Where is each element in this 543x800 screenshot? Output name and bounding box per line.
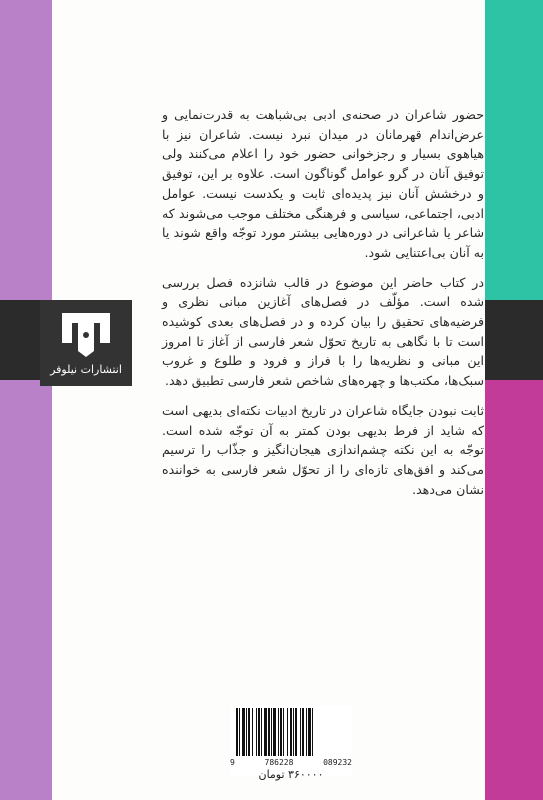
publisher-badge	[40, 300, 132, 386]
barcode-bar	[271, 708, 272, 756]
barcode-digits	[230, 758, 352, 767]
barcode-bar	[258, 708, 260, 756]
barcode-bar	[295, 708, 297, 756]
barcode-bar	[256, 708, 257, 756]
barcode-bar	[273, 708, 276, 756]
barcode-bar	[293, 708, 294, 756]
barcode-bar	[236, 708, 238, 756]
barcode-bar	[239, 708, 240, 756]
blurb-paragraph-2: در کتاب حاضر این موضوع در قالب شانزده فصل بررسی شده است. مؤلّف در فصل‌های آغازین مبانی نظری و فرضیه‌های تحقیق را بیان کرده و در فصل‌های بعدی کوشیده است تا با نگاهی به تاریخ تحوّل شعر فارسی از آغاز تا امروز این مبانی و نظریه‌ها را با فراز و فرود و طلوع و غروب سبک‌ها، مکتب‌ها و چهره‌های شاخص شعر فارسی تطبیق دهد.	[162, 274, 484, 389]
barcode-digit-group-3: 089232	[323, 758, 352, 767]
barcode-bar	[287, 708, 288, 756]
publisher-name: انتشارات نیلوفر	[50, 362, 122, 376]
barcode-bar	[306, 708, 307, 756]
price-label: ۳۶۰۰۰۰ تومان	[258, 768, 324, 781]
barcode-bar	[248, 708, 250, 756]
barcode-bar	[261, 708, 262, 756]
barcode-bar	[246, 708, 247, 756]
blurb-text	[162, 105, 484, 509]
barcode-bar	[302, 708, 304, 756]
barcode-bar	[268, 708, 270, 756]
barcode-digit-group-1: 9	[230, 758, 235, 767]
barcode-bar	[242, 708, 245, 756]
barcode-bar	[280, 708, 282, 756]
barcode	[234, 708, 348, 756]
left-color-band	[0, 0, 52, 800]
publisher-logo-icon	[58, 311, 114, 359]
blurb-paragraph-3: ثابت نبودن جایگاه شاعران در تاریخ ادبیات نکته‌ای بدیهی است که شاید از فرط بدیهی بودن کمتر به آن توجّه شده است. توجّه به این نکته چشم‌اندازی هیجان‌انگیز و جذّاب را ترسیم می‌کند و افق‌های تازه‌ای را از تحوّل شعر فارسی به خواننده نشان می‌دهد.	[162, 402, 484, 497]
barcode-bar	[312, 708, 313, 756]
right-dark-strip	[485, 300, 543, 380]
barcode-bar	[283, 708, 284, 756]
barcode-bar	[252, 708, 253, 756]
blurb-paragraph-1: حضور شاعران در صحنه‌ی ادبی بی‌شباهت به قدرت‌نمایی و عرض‌اندام قهرمانان در میدان نبرد نیست. شاعران نیز با هیاهوی بسیار و رجزخوانی حضور خود را اعلام می‌کنند ولی توفیق آنان در گرو عوامل گوناگون است. علاوه بر این، توفیق و درخشش آنان نیز پدیده‌ای ثابت و یکدست نیست. عوامل ادبی، اجتماعی، سیاسی و فرهنگی مختلف موجب می‌شوند که شاعر یا شاعرانی در دوره‌هایی بیشتر مورد توجّه واقع شوند یا به آنان بی‌اعتنایی شود.	[162, 107, 484, 260]
barcode-digit-group-2: 786228	[264, 758, 294, 767]
barcode-bar	[308, 708, 311, 756]
barcode-area	[230, 706, 352, 776]
barcode-bar	[278, 708, 279, 756]
barcode-bar	[300, 708, 301, 756]
right-color-band	[485, 0, 543, 800]
right-teal-block	[485, 0, 543, 300]
barcode-bar	[264, 708, 267, 756]
barcode-bar	[290, 708, 292, 756]
